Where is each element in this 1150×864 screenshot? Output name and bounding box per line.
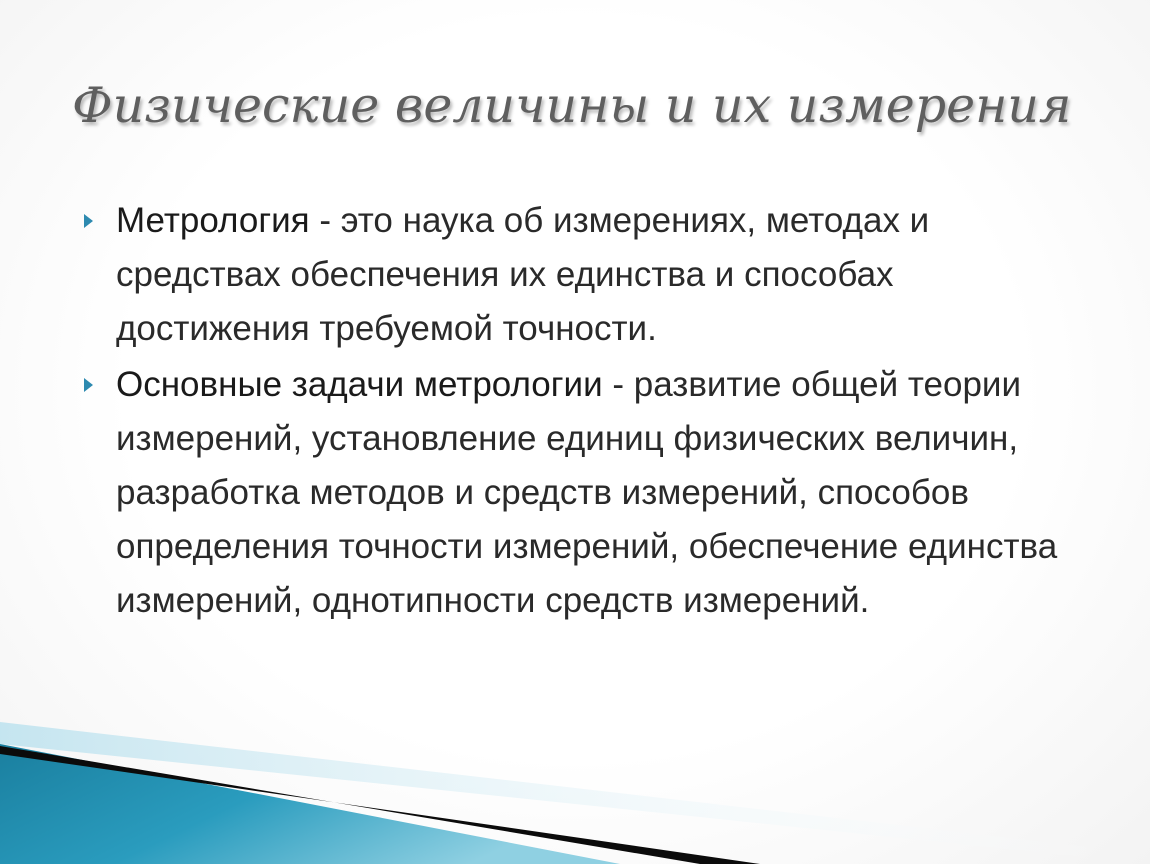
bullet-text: - это наука об измерениях, методах и средствах обеспечения их единства и способах достижения требуемой точности. <box>116 201 930 348</box>
slide-title: Физические величины и их измерения <box>72 77 1072 134</box>
bullet-item-tasks <box>78 358 1078 628</box>
triangle-bullet-icon <box>84 214 93 228</box>
triangle-bullet-icon <box>84 378 93 392</box>
bullet-text: - развитие общей теории измерений, установление единиц физических величин, разработка методов и средств измерений, способов определения точности измерений, обеспечение единства измерений, однотипности средств измерений. <box>116 365 1058 620</box>
bullet-term: Метрология <box>116 201 310 240</box>
corner-swoosh-decoration <box>0 704 1150 864</box>
bullet-list <box>78 194 1078 630</box>
bullet-term: Основные задачи метрологии <box>116 365 603 404</box>
bullet-item-metrology <box>78 194 1078 356</box>
